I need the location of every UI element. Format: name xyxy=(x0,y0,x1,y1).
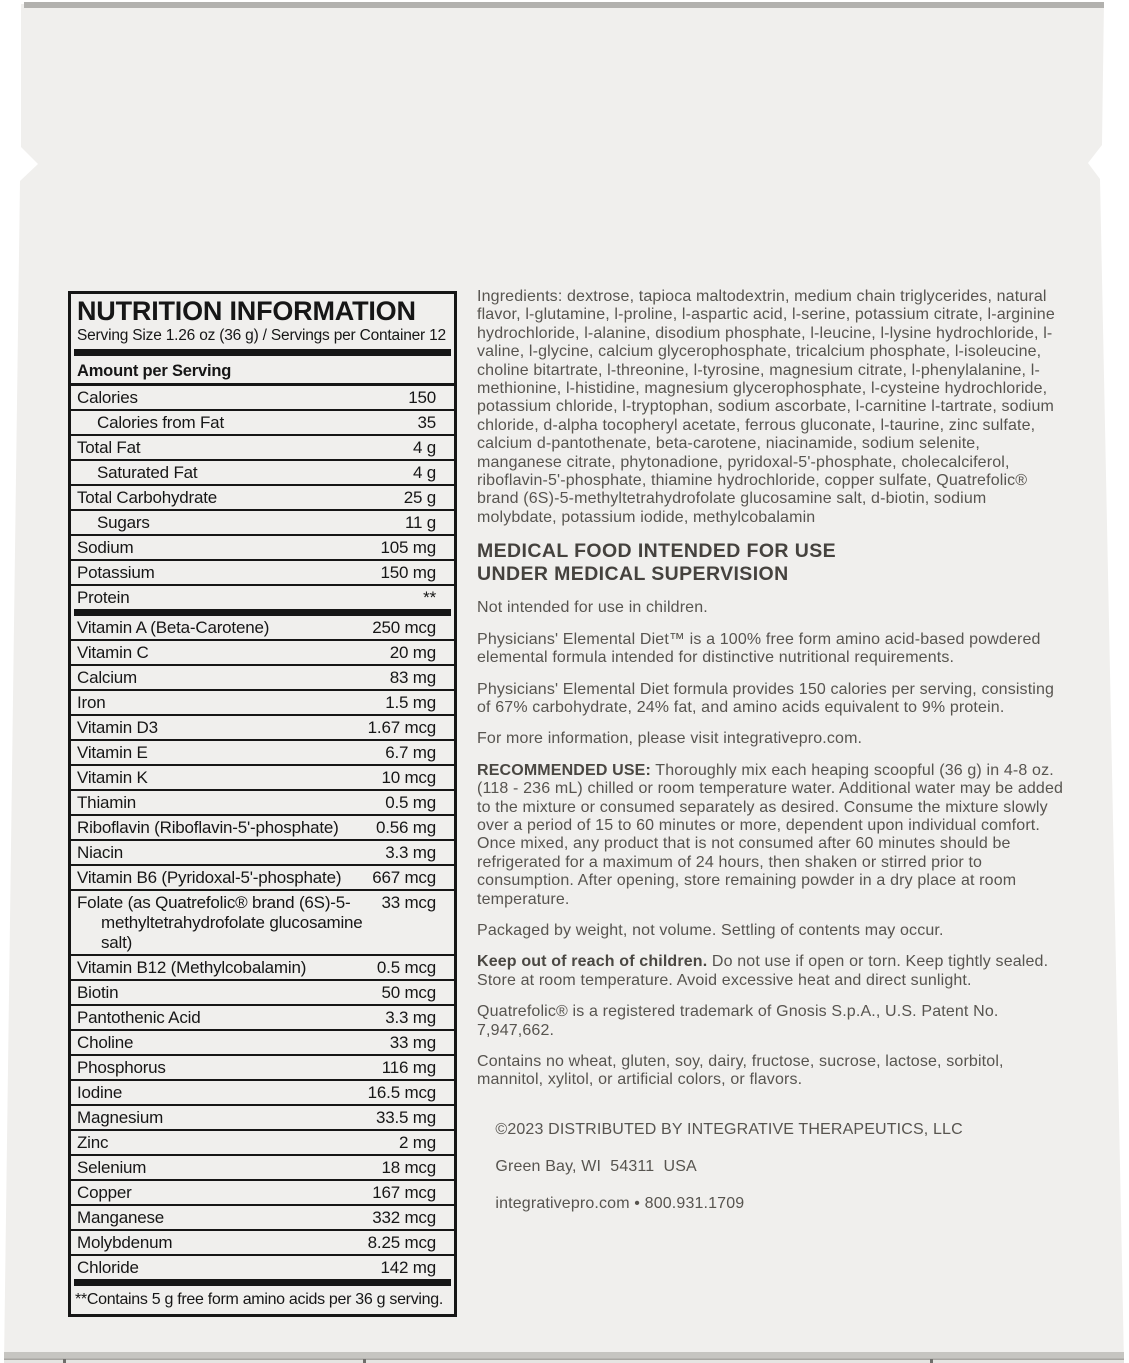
nutrient-value: 150 xyxy=(408,388,436,407)
nutrition-row xyxy=(71,789,454,814)
nutrient-value: 6.7 mg xyxy=(385,743,436,762)
nutrient-name: Folate (as Quatrefolic® brand (6S)-5-methyltetrahydrofolate glucosamine salt) xyxy=(77,893,363,952)
nutrient-name: Selenium xyxy=(77,1158,147,1177)
nutrition-row xyxy=(71,1254,454,1279)
nutrient-name: Magnesium xyxy=(77,1108,164,1127)
nutrient-value: 83 mg xyxy=(389,668,436,687)
nutrition-row xyxy=(71,509,454,534)
nutrient-value: 0.56 mg xyxy=(375,818,436,837)
die-cut-mark xyxy=(930,1359,933,1363)
nutrient-value: 250 mcg xyxy=(372,618,436,637)
table-divider-bar xyxy=(74,609,451,616)
formula-composition-description: Physicians' Elemental Diet formula provides 150 calories per serving, consisting of 67% carbohydrate, 24% fat, and amino acids equivalent to 9% protein. xyxy=(477,680,1055,716)
nutrition-row xyxy=(71,664,454,689)
nutrient-name: Iodine xyxy=(77,1083,123,1102)
nutrient-value: 18 mcg xyxy=(381,1158,436,1177)
nutrition-row xyxy=(71,1029,454,1054)
nutrition-row xyxy=(71,1229,454,1254)
die-cut-mark xyxy=(363,1359,366,1363)
nutrition-row xyxy=(71,484,454,509)
packaged-by-weight-note: Packaged by weight, not volume. Settling of contents may occur. xyxy=(477,921,944,939)
nutrition-row xyxy=(71,584,454,609)
nutrient-value: 150 mg xyxy=(380,563,436,582)
nutrition-row xyxy=(71,1054,454,1079)
nutrient-name: Niacin xyxy=(77,843,124,862)
ingredients-paragraph: Ingredients: dextrose, tapioca maltodextrin, medium chain triglycerides, natural flavor, l-glutamine, l-proline, l-aspartic acid, l-serine, potassium citrate, l-arginine hydrochloride, l-alanine, disodium phosphate, l-leucine, l-lysine hydrochloride, l-valine, l-glycine, calcium glycerophosphate, tricalcium phosphate, l-isoleucine, choline bitartrate, l-threonine, l-tyrosine, magnesium citrate, l-phenylalanine, l-methionine, l-histidine, magnesium glycerophosphate, l-cysteine hydrochloride, potassium chloride, l-tryptophan, sodium ascorbate, l-carnitine l-tartrate, sodium chloride, d-alpha tocopheryl acetate, ferrous gluconate, l-taurine, zinc sulfate, calcium d-pantothenate, beta-carotene, niacinamide, sodium selenite, manganese citrate, phytonadione, pyridoxal-5'-phosphate, cholecalciferol, riboflavin-5'-phosphate, thiamine hydrochloride, copper sulfate, Quatrefolic® brand (6S)-5-methyltetrahydrofolate glucosamine salt, d-biotin, sodium molybdate, potassium iodide, methylcobalamin xyxy=(477,288,1055,526)
nutrition-row xyxy=(71,714,454,739)
nutrition-row xyxy=(71,639,454,664)
nutrition-row xyxy=(71,839,454,864)
elemental-diet-description: Physicians' Elemental Diet™ is a 100% free form amino acid-based powdered elemental formula intended for distinctive nutritional requirements. xyxy=(477,630,1041,667)
table-divider-bar xyxy=(74,349,451,356)
keep-out-label: Keep out of reach of children. xyxy=(477,953,708,971)
nutrition-row xyxy=(71,559,454,584)
nutrient-value: 4 g xyxy=(412,463,436,482)
nutrition-row xyxy=(71,739,454,764)
nutrient-name: Vitamin K xyxy=(77,768,148,787)
nutrient-value: 16.5 mcg xyxy=(367,1083,436,1102)
nutrition-rows xyxy=(71,386,454,1286)
nutrient-name: Iron xyxy=(77,693,106,712)
nutrition-information-panel xyxy=(68,291,457,1317)
nutrient-value: 142 mg xyxy=(380,1258,436,1277)
nutrient-name: Molybdenum xyxy=(77,1233,173,1252)
nutrition-row xyxy=(71,889,454,954)
nutrition-row xyxy=(71,1204,454,1229)
nutrient-name: Vitamin A (Beta-Carotene) xyxy=(77,618,270,637)
nutrient-value: 0.5 mcg xyxy=(376,958,436,977)
serving-size-line: Serving Size 1.26 oz (36 g) / Servings per Container 12 xyxy=(77,327,446,344)
distributor-block xyxy=(477,1103,1069,1232)
nutrient-name: Vitamin E xyxy=(77,743,148,762)
nutrient-value: 1.67 mcg xyxy=(367,718,436,737)
nutrient-name: Sodium xyxy=(77,538,134,557)
product-information-column xyxy=(477,288,1069,1245)
pouch-bottom-seal xyxy=(4,1352,1124,1363)
distributor-address-line: Green Bay, WI 54311 USA xyxy=(495,1158,697,1176)
nutrient-name: Manganese xyxy=(77,1208,165,1227)
nutrition-row xyxy=(71,386,454,409)
nutrition-row xyxy=(71,616,454,639)
nutrient-value: 3.3 mg xyxy=(385,1008,436,1027)
pouch-top-seal xyxy=(24,2,1104,8)
nutrient-value: 4 g xyxy=(412,438,436,457)
die-cut-mark xyxy=(63,1359,66,1363)
amino-acid-footnote: **Contains 5 g free form amino acids per 36 g serving. xyxy=(75,1291,443,1308)
nutrient-value: 50 mcg xyxy=(381,983,436,1002)
medical-food-heading-line2: UNDER MEDICAL SUPERVISION xyxy=(477,563,789,586)
nutrition-row xyxy=(71,954,454,979)
distributor-contact-line: integrativepro.com • 800.931.1709 xyxy=(495,1194,745,1212)
nutrient-name: Total Fat xyxy=(77,438,141,457)
nutrient-name: Thiamin xyxy=(77,793,137,812)
nutrient-value: 8.25 mcg xyxy=(367,1233,436,1252)
nutrient-name: Vitamin B12 (Methylcobalamin) xyxy=(77,958,307,977)
nutrition-row xyxy=(71,1104,454,1129)
distributor-copyright-line: ©2023 DISTRIBUTED BY INTEGRATIVE THERAPEUTICS, LLC xyxy=(495,1121,963,1139)
nutrition-row xyxy=(71,1004,454,1029)
nutrition-row xyxy=(71,1129,454,1154)
nutrient-name: Total Carbohydrate xyxy=(77,488,218,507)
nutrient-value: 332 mcg xyxy=(372,1208,436,1227)
nutrient-name: Calories xyxy=(77,388,138,407)
nutrition-row xyxy=(71,459,454,484)
quatrefolic-trademark-note: Quatrefolic® is a registered trademark of Gnosis S.p.A., U.S. Patent No. 7,947,662. xyxy=(477,1003,999,1039)
nutrient-value: 1.5 mg xyxy=(385,693,436,712)
nutrition-row xyxy=(71,1179,454,1204)
medical-food-heading-line1: MEDICAL FOOD INTENDED FOR USE xyxy=(477,540,837,563)
nutrient-name: Phosphorus xyxy=(77,1058,166,1077)
nutrition-row xyxy=(71,1154,454,1179)
nutrient-value: 33.5 mg xyxy=(375,1108,436,1127)
contains-no-allergens-note: Contains no wheat, gluten, soy, dairy, fructose, sucrose, lactose, sorbitol, mannitol, xylitol, or artificial colors, or flavors. xyxy=(477,1053,1004,1089)
nutrient-value: 167 mcg xyxy=(372,1183,436,1202)
keep-out-of-reach-paragraph xyxy=(477,953,1069,990)
nutrient-value: 33 mcg xyxy=(381,893,436,912)
nutrient-value: 667 mcg xyxy=(372,868,436,887)
nutrient-value: 11 g xyxy=(404,513,436,532)
nutrient-name: Zinc xyxy=(77,1133,109,1152)
nutrient-name: Calories from Fat xyxy=(97,413,224,432)
recommended-use-label: RECOMMENDED USE: xyxy=(477,761,651,779)
nutrition-row xyxy=(71,979,454,1004)
not-for-children-note: Not intended for use in children. xyxy=(477,599,708,617)
more-information-line: For more information, please visit integrativepro.com. xyxy=(477,730,863,748)
nutrient-value: 116 mg xyxy=(381,1058,436,1077)
medical-food-heading xyxy=(477,540,1069,586)
nutrition-row xyxy=(71,1079,454,1104)
nutrient-name: Vitamin D3 xyxy=(77,718,158,737)
nutrient-value: 105 mg xyxy=(380,538,436,557)
nutrition-row xyxy=(71,409,454,434)
nutrient-value: 2 mg xyxy=(399,1133,436,1152)
nutrient-value: 10 mcg xyxy=(381,768,436,787)
nutrient-name: Pantothenic Acid xyxy=(77,1008,201,1027)
nutrient-value: 35 xyxy=(417,413,436,432)
nutrient-name: Copper xyxy=(77,1183,132,1202)
nutrient-value: 25 g xyxy=(403,488,436,507)
nutrient-name: Vitamin C xyxy=(77,643,149,662)
nutrition-row xyxy=(71,864,454,889)
nutrition-row xyxy=(71,814,454,839)
nutrient-value: 20 mg xyxy=(389,643,436,662)
nutrient-name: Saturated Fat xyxy=(97,463,198,482)
nutrient-value: 33 mg xyxy=(389,1033,436,1052)
nutrient-name: Sugars xyxy=(97,513,150,532)
nutrition-row xyxy=(71,689,454,714)
amount-per-serving-header: Amount per Serving xyxy=(71,358,454,386)
keep-out-text: Do not use if open or torn. Keep tightly sealed. Store at room temperature. Avoid excessive heat and direct sunlight. xyxy=(477,953,1049,989)
nutrient-name: Calcium xyxy=(77,668,138,687)
recommended-use-text: Thoroughly mix each heaping scoopful (36 g) in 4-8 oz. (118 - 236 mL) chilled or room temperature water. Additional water may be added to the mixture or consumed separately as desired. Consume the mixture slowly over a period of 15 to 60 minutes or more, dependent upon individual comfort. Once mixed, any product that is not consumed after 60 minutes should be refrigerated for a maximum of 24 hours, then shaken or stirred prior to consumption. After opening, store remaining powder in a dry place at room temperature. xyxy=(477,761,1064,908)
nutrient-value: ** xyxy=(423,588,436,607)
nutrient-value: 0.5 mg xyxy=(385,793,436,812)
nutrient-name: Choline xyxy=(77,1033,134,1052)
nutrient-name: Potassium xyxy=(77,563,155,582)
table-divider-bar xyxy=(74,1279,451,1286)
nutrient-value: 3.3 mg xyxy=(385,843,436,862)
recommended-use-paragraph xyxy=(477,762,1069,909)
nutrition-row xyxy=(71,434,454,459)
nutrient-name: Vitamin B6 (Pyridoxal-5'-phosphate) xyxy=(77,868,342,887)
nutrient-name: Chloride xyxy=(77,1258,139,1277)
nutrient-name: Riboflavin (Riboflavin-5'-phosphate) xyxy=(77,818,339,837)
nutrition-row xyxy=(71,534,454,559)
nutrition-panel-title: NUTRITION INFORMATION xyxy=(77,296,416,326)
nutrition-row xyxy=(71,764,454,789)
nutrient-name: Biotin xyxy=(77,983,119,1002)
nutrient-name: Protein xyxy=(77,588,130,607)
